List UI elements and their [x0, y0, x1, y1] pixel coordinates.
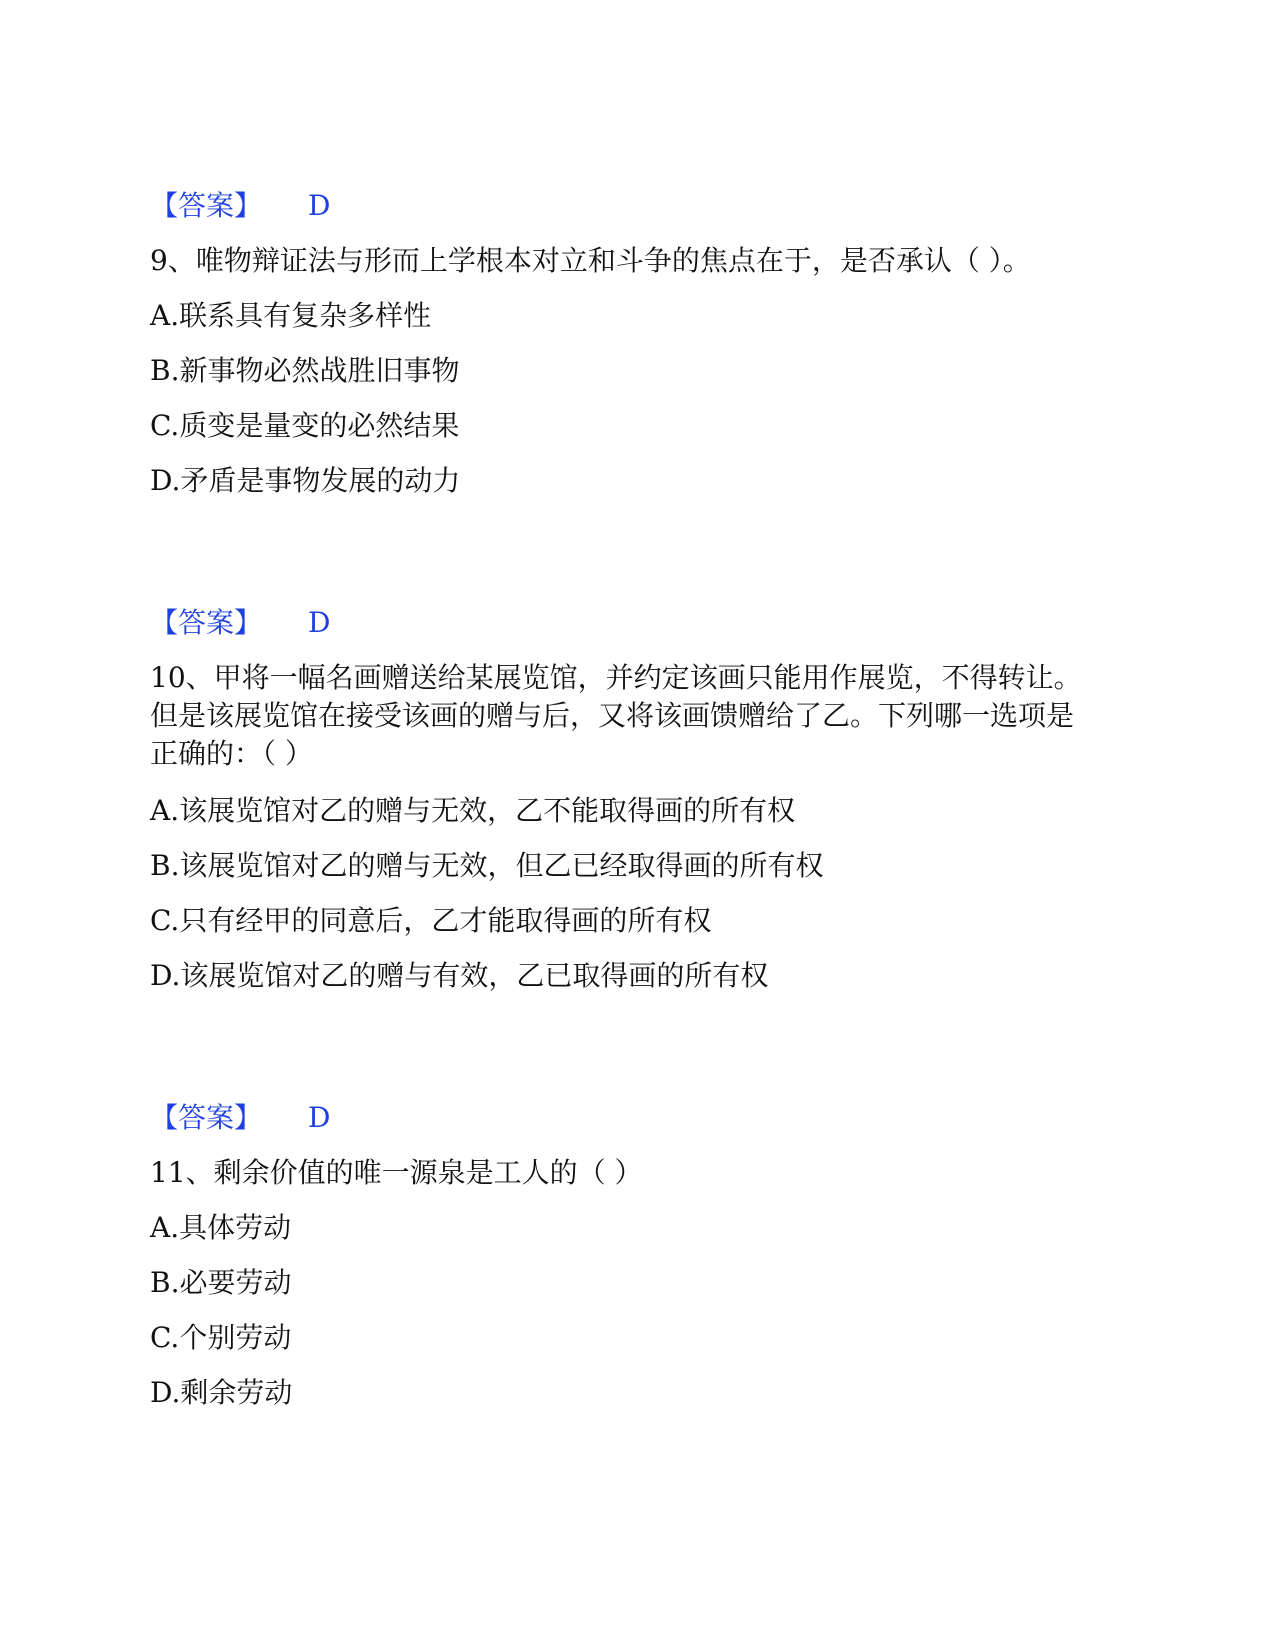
question-stem-line: 10、甲将一幅名画赠送给某展览馆，并约定该画只能用作展览，不得转让。	[150, 661, 1082, 694]
option-c: C.个别劳动	[150, 1321, 292, 1354]
answer-value: D	[308, 606, 331, 639]
option-c: C.质变是量变的必然结果	[150, 409, 460, 442]
answer-line	[150, 606, 331, 640]
answer-label: 【答案】	[150, 606, 263, 639]
option-d: D.剩余劳动	[150, 1376, 293, 1409]
option-b: B.新事物必然战胜旧事物	[150, 354, 460, 387]
question-stem-line: 但是该展览馆在接受该画的赠与后，又将该画馈赠给了乙。下列哪一选项是	[150, 699, 1075, 732]
answer-line	[150, 1101, 331, 1135]
answer-value: D	[308, 189, 331, 222]
answer-value: D	[308, 1101, 331, 1134]
question-stem: 11、剩余价值的唯一源泉是工人的（ ）	[150, 1156, 643, 1189]
option-a: A.具体劳动	[150, 1211, 292, 1244]
answer-line	[150, 189, 331, 223]
option-a: A.该展览馆对乙的赠与无效，乙不能取得画的所有权	[150, 794, 796, 827]
option-b: B.该展览馆对乙的赠与无效，但乙已经取得画的所有权	[150, 849, 824, 882]
option-d: D.该展览馆对乙的赠与有效，乙已取得画的所有权	[150, 959, 769, 992]
answer-label: 【答案】	[150, 1101, 263, 1134]
option-b: B.必要劳动	[150, 1266, 292, 1299]
option-c: C.只有经甲的同意后，乙才能取得画的所有权	[150, 904, 712, 937]
option-a: A.联系具有复杂多样性	[150, 299, 432, 332]
question-stem-line: 正确的：（ ）	[150, 737, 313, 770]
question-stem: 9、唯物辩证法与形而上学根本对立和斗争的焦点在于，是否承认（ ）。	[150, 244, 1031, 277]
option-d: D.矛盾是事物发展的动力	[150, 464, 461, 497]
answer-label: 【答案】	[150, 189, 263, 222]
